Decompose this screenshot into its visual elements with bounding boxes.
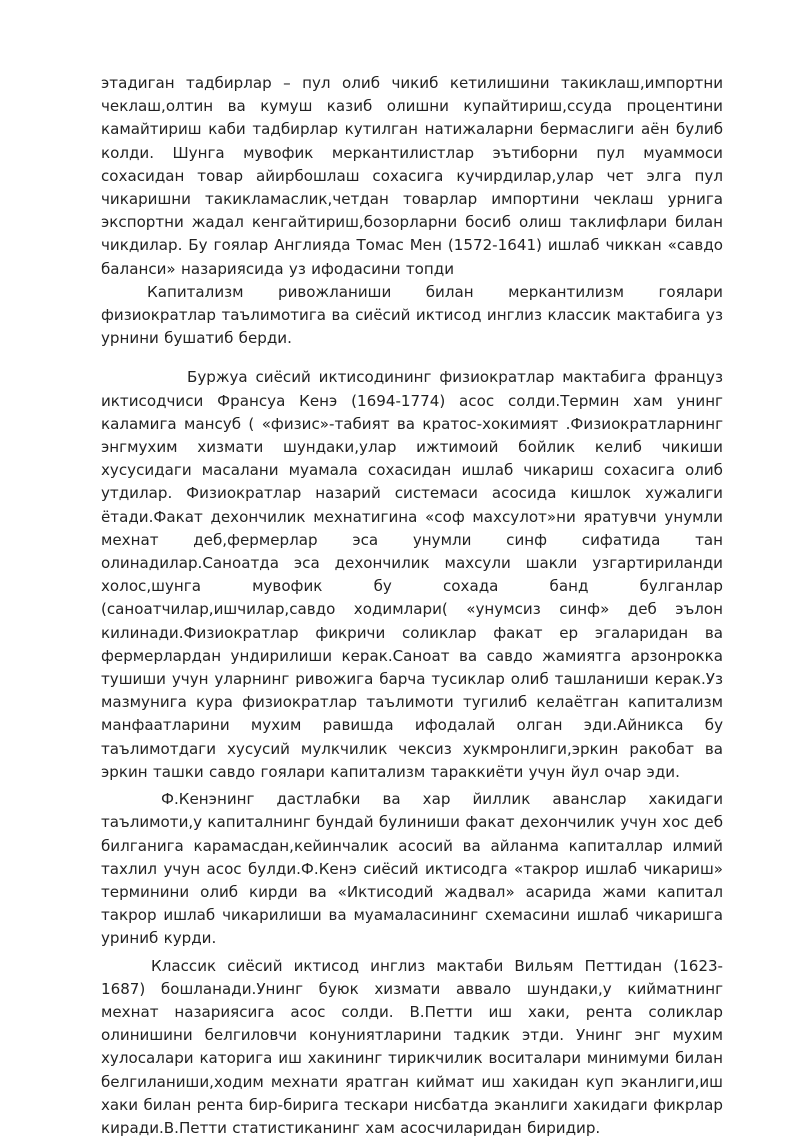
paragraph-petty: Классик сиёсий иктисод инглиз мактаби Вильям Петтидан (1623-1687) бошланади.Унинг буюк хизмати аввало шундаки,у кийматнинг мехнат назариясига асос солди. В.Петти иш хаки, рента соликлар олинишини белгиловчи конуниятларини тадкик этди. Унинг энг мухим хулосалари каторига иш хакининг тирикчилик воситалари минимуми билан белгиланиши,ходим мехнати яратган киймат иш хакидан куп эканлиги,иш хаки билан рента бир-бирига тескари нисбатда эканлиги хакидаги фикрлар киради.В.Петти статистиканинг хам асосчиларидан биридир. [101, 956, 723, 1137]
paragraph-physiocrats: Буржуа сиёсий иктисодининг физиократлар мактабига француз иктисодчиси Франсуа Кенэ (1694-1774) асос солди.Термин хам унинг каламига мансуб ( «физис»-табият ва кратос-хокимият .Физиократларнинг энгмухим хизмати шундаки,улар ижтимоий бойлик келиб чикиши хусусидаги масалани муамала сохасидан ишлаб чикариш сохасига олиб утдилар. Физиократлар назарий системаси асосида кишлок хужалиги ётади.Факат дехончилик мехнатигина «соф махсулот»ни яратувчи унумли мехнат деб,фермерлар эса унумли синф сифатида тан олинадилар.Саноатда эса дехончилик махсули шакли узгартириланди холос,шунга мувофик бу сохада банд булганлар (саноатчилар,ишчилар,савдо ходимлари( «унумсиз синф» деб эълон килинади.Физиократлар фикричи соликлар факат ер эгаларидан ва фермерлардан ундирилиши керак.Саноат ва савдо жамиятга арзонрокка тушиши учун уларнинг ривожига барча тусиклар олиб ташланиши керак.Уз мазмунига кура физиократлар таълимоти тугилиб келаётган капитализм манфаатларини мухим равишда ифодалай олган эди.Айникса бу таълимотдаги хусусий мулкчилик чексиз хукмронлиги,эркин ракобат ва эркин ташки савдо гоялари капитализм тараккиёти учун йул очар эди. [101, 368, 723, 781]
paragraph-capitalism: Капитализм ривожланиши билан меркантилизм гоялари физиократлар таълимотига ва сиёсий иктисод инглиз классик мактабига уз урнини бушатиб берди. [101, 282, 723, 348]
paragraph-mercantilism: этадиган тадбирлар – пул олиб чикиб кетилишини такиклаш,импортни чеклаш,олтин ва кумуш казиб олишни купайтириш,ссуда процентини камайтириш каби тадбирлар кутилган натижаларни бермаслиги аён булиб колди. Шунга мувофик меркантилистлар эътиборни пул муаммоси сохасидан товар айирбошлаш сохасига кучирдилар,улар чет элга пул чикаришни такикламаслик,четдан товарлар импортини чеклаш урнига экспортни жадал кенгайтириш,бозорларни босиб олиш таклифлари билан чикдилар. Бу гоялар Англияда Томас Мен (1572-1641) ишлаб чиккан «савдо баланси» назариясида уз ифодасини топди [101, 74, 723, 278]
paragraph-quesnay: Ф.Кенэнинг дастлабки ва хар йиллик аванслар хакидаги таълимоти,у капиталнинг бундай булиниши факат дехончилик учун хос деб билганига карамасдан,кейинчалик асосий ва айланма капиталлар илмий тахлил учун асос булди.Ф.Кенэ сиёсий иктисодга «такрор ишлаб чикариш» терминини олиб кирди ва «Иктисодий жадвал» асарида жами капитал такрор ишлаб чикарилиши ва муамаласининг схемасини ишлаб чикаришга уриниб курди. [101, 790, 723, 948]
document-page [101, 72, 723, 1140]
